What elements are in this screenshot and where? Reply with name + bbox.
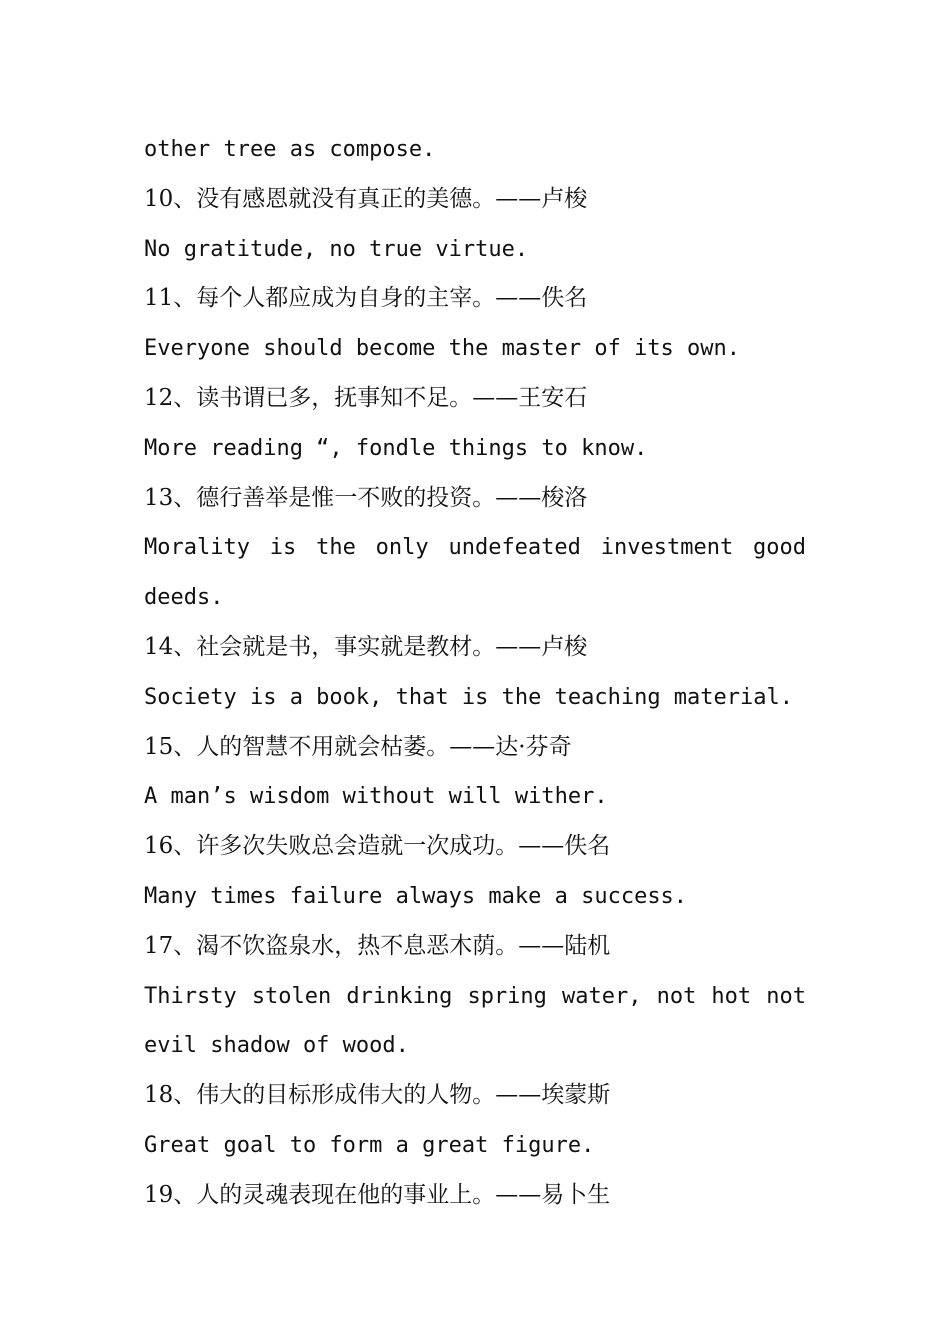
quote-english-line: No gratitude, no true virtue.: [144, 236, 529, 262]
quote-english-line: A man’s wisdom without will wither.: [144, 784, 608, 810]
quote-chinese-line: 17、渴不饮盗泉水，热不息恶木荫。——陆机: [144, 932, 611, 959]
quote-english-line: Great goal to form a great figure.: [144, 1132, 595, 1158]
quote-chinese-line: 18、伟大的目标形成伟大的人物。——埃蒙斯: [144, 1082, 611, 1109]
quote-english-line: More reading “, fondle things to know.: [144, 435, 648, 461]
quote-chinese-line: 19、人的灵魂表现在他的事业上。——易卜生: [144, 1181, 611, 1208]
quote-chinese-line: 12、读书谓已多，抚事知不足。——王安石: [144, 384, 588, 411]
quote-english-line: evil shadow of wood.: [144, 1033, 409, 1059]
quote-english-line: Morality is the only undefeated investment good: [144, 535, 806, 561]
quote-english-line: Thirsty stolen drinking spring water, not hot not: [144, 983, 806, 1009]
quote-chinese-line: 10、没有感恩就没有真正的美德。——卢梭: [144, 185, 588, 212]
quote-chinese-line: 14、社会就是书，事实就是教材。——卢梭: [144, 633, 588, 660]
quote-english-line: Society is a book, that is the teaching material.: [144, 684, 794, 710]
quote-english-line: Many times failure always make a success.: [144, 883, 688, 909]
quote-english-line: deeds.: [144, 585, 224, 611]
quote-chinese-line: 15、人的智慧不用就会枯萎。——达·芬奇: [144, 733, 572, 760]
quote-chinese-line: 13、德行善举是惟一不败的投资。——梭洛: [144, 484, 588, 511]
quote-english-line: other tree as compose.: [144, 137, 436, 162]
quote-english-line: Everyone should become the master of its own.: [144, 336, 741, 362]
document-body: [144, 125, 806, 1221]
quote-chinese-line: 11、每个人都应成为自身的主宰。——佚名: [144, 285, 588, 312]
quote-chinese-line: 16、许多次失败总会造就一次成功。——佚名: [144, 833, 611, 860]
